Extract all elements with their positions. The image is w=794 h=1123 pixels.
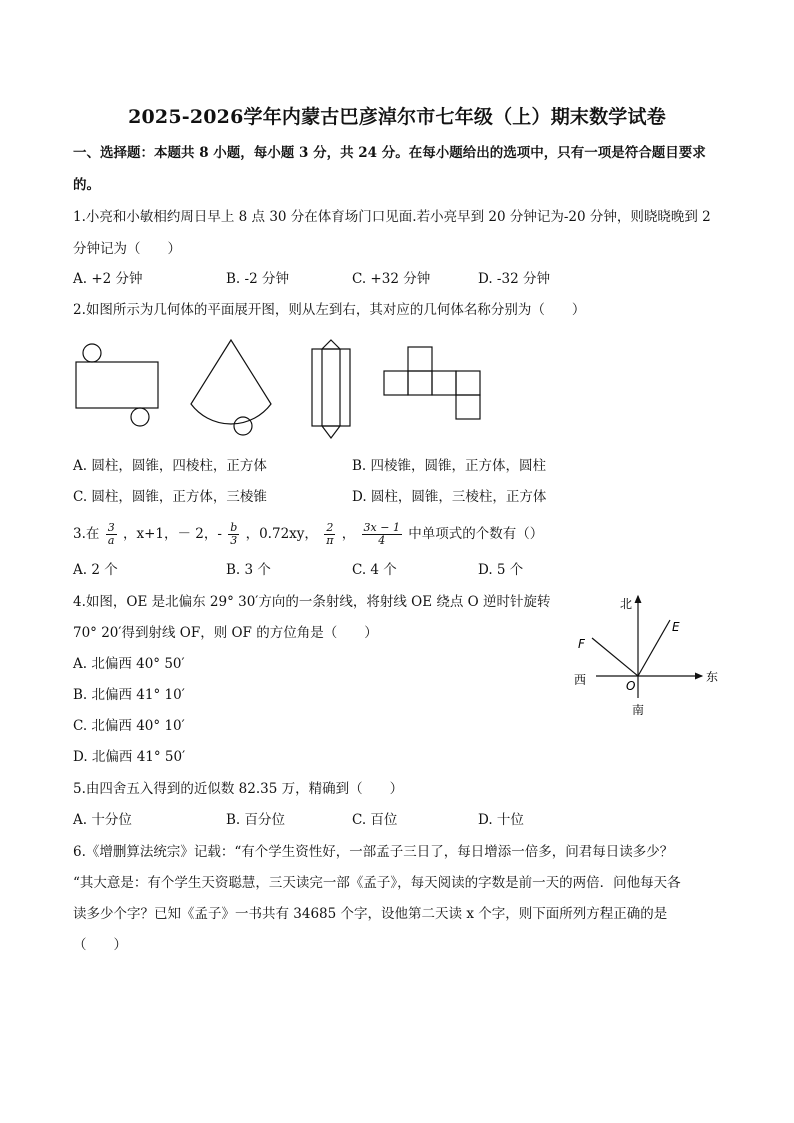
q1-option-b: B. -2 分钟	[226, 271, 289, 287]
q4-option-c: C. 北偏西 40° 10′	[73, 718, 185, 734]
q1-stem-cont: 分钟记为（ ）	[73, 241, 181, 257]
q3-suffix: 中单项式的个数有（）	[408, 526, 544, 542]
exam-title: 2025-2026学年内蒙古巴彦淖尔市七年级（上）期末数学试卷	[128, 106, 666, 128]
west-label: 西	[574, 673, 587, 687]
q3-terms-1: ，x+1，－ 2，-	[122, 526, 222, 542]
q6-stem: 6.《增删算法统宗》记载：“有个学生资性好，一部孟子三日了，每日增添一倍多，问君每日读多少？	[73, 844, 674, 860]
q3-terms-2: ，0.72xy，	[245, 526, 318, 542]
q2-option-b: B. 四棱锥，圆锥，正方体，圆柱	[352, 458, 547, 474]
q2-option-d: D. 圆柱，圆锥，三棱柱，正方体	[352, 489, 547, 505]
q5-option-c: C. 百位	[352, 812, 398, 828]
q6-stem-cont-1: “其大意是：有个学生天资聪慧，三天读完一部《孟子》，每天阅读的字数是前一天的两倍．问他每天各	[73, 875, 681, 891]
q3-prefix: 3.在	[73, 526, 100, 542]
q4-option-b: B. 北偏西 41° 10′	[73, 687, 185, 703]
ray-oe	[638, 620, 670, 676]
q3-option-d: D. 5 个	[478, 562, 524, 578]
east-label: 东	[706, 670, 719, 684]
q1-stem: 1.小亮和小敏相约周日早上 8 点 30 分在体育场门口见面.若小亮早到 20 分钟记为-20 分钟，则晓晓晚到 2	[73, 209, 711, 225]
q3-option-b: B. 3 个	[226, 562, 271, 578]
q6-stem-cont-2: 读多少个字？已知《孟子》一书共有 34685 个字，设他第二天读 x 个字，则下面所列方程正确的是	[73, 906, 668, 922]
ray-e-label: E	[672, 620, 680, 634]
q3-fraction-2: $\frac{b}{3}$	[230, 521, 238, 547]
q5-option-b: B. 百分位	[226, 812, 286, 828]
q3-option-a: A. 2 个	[73, 562, 118, 578]
q2-option-a: A. 圆柱，圆锥，四棱柱，正方体	[73, 458, 267, 474]
q4-compass-diagram	[566, 590, 726, 722]
section-heading: 一、选择题：本题共 8 小题，每小题 3 分，共 24 分。在每小题给出的选项中，只有一项是符合题目要求	[73, 145, 706, 161]
south-label: 南	[632, 703, 645, 717]
q2-option-c: C. 圆柱，圆锥，正方体，三棱锥	[73, 489, 267, 505]
cube-net	[384, 347, 480, 419]
ray-f-label: F	[578, 637, 585, 651]
q5-stem: 5.由四舍五入得到的近似数 82.35 万，精确到（ ）	[73, 781, 404, 797]
q2-stem: 2.如图所示为几何体的平面展开图，则从左到右，其对应的几何体名称分别为（ ）	[73, 302, 586, 318]
q6-stem-cont-3: （ ）	[73, 937, 127, 953]
q1-option-c: C. +32 分钟	[352, 271, 431, 287]
q3-terms-3: ，	[341, 526, 356, 542]
q4-stem-cont: 70° 20′得到射线 OF，则 OF 的方位角是（ ）	[73, 625, 378, 641]
q3-fraction-3: $\frac{2}{\pi}$	[326, 521, 334, 547]
q4-stem: 4.如图，OE 是北偏东 29° 30′方向的一条射线，将射线 OE 绕点 O 逆时针旋转	[73, 594, 551, 610]
north-label: 北	[620, 597, 633, 611]
q5-option-a: A. 十分位	[73, 812, 132, 828]
ray-of	[592, 638, 638, 676]
cylinder-net	[76, 344, 158, 426]
q4-option-a: A. 北偏西 40° 50′	[73, 656, 185, 672]
q3-option-c: C. 4 个	[352, 562, 397, 578]
section-heading-cont: 的。	[73, 177, 100, 193]
prism-net	[312, 340, 350, 438]
origin-label: O	[626, 679, 636, 693]
q4-option-d: D. 北偏西 41° 50′	[73, 749, 186, 765]
q1-option-d: D. -32 分钟	[478, 271, 550, 287]
q3-fraction-1: $\frac{3}{a}$	[107, 521, 115, 547]
q1-option-a: A. +2 分钟	[73, 271, 143, 287]
q3-fraction-4: $\frac{3x - 1}{4}$	[363, 521, 400, 547]
q3-stem	[73, 521, 543, 547]
q5-option-d: D. 十位	[478, 812, 524, 828]
cone-net	[191, 340, 271, 435]
q2-nets-figure	[60, 335, 500, 445]
